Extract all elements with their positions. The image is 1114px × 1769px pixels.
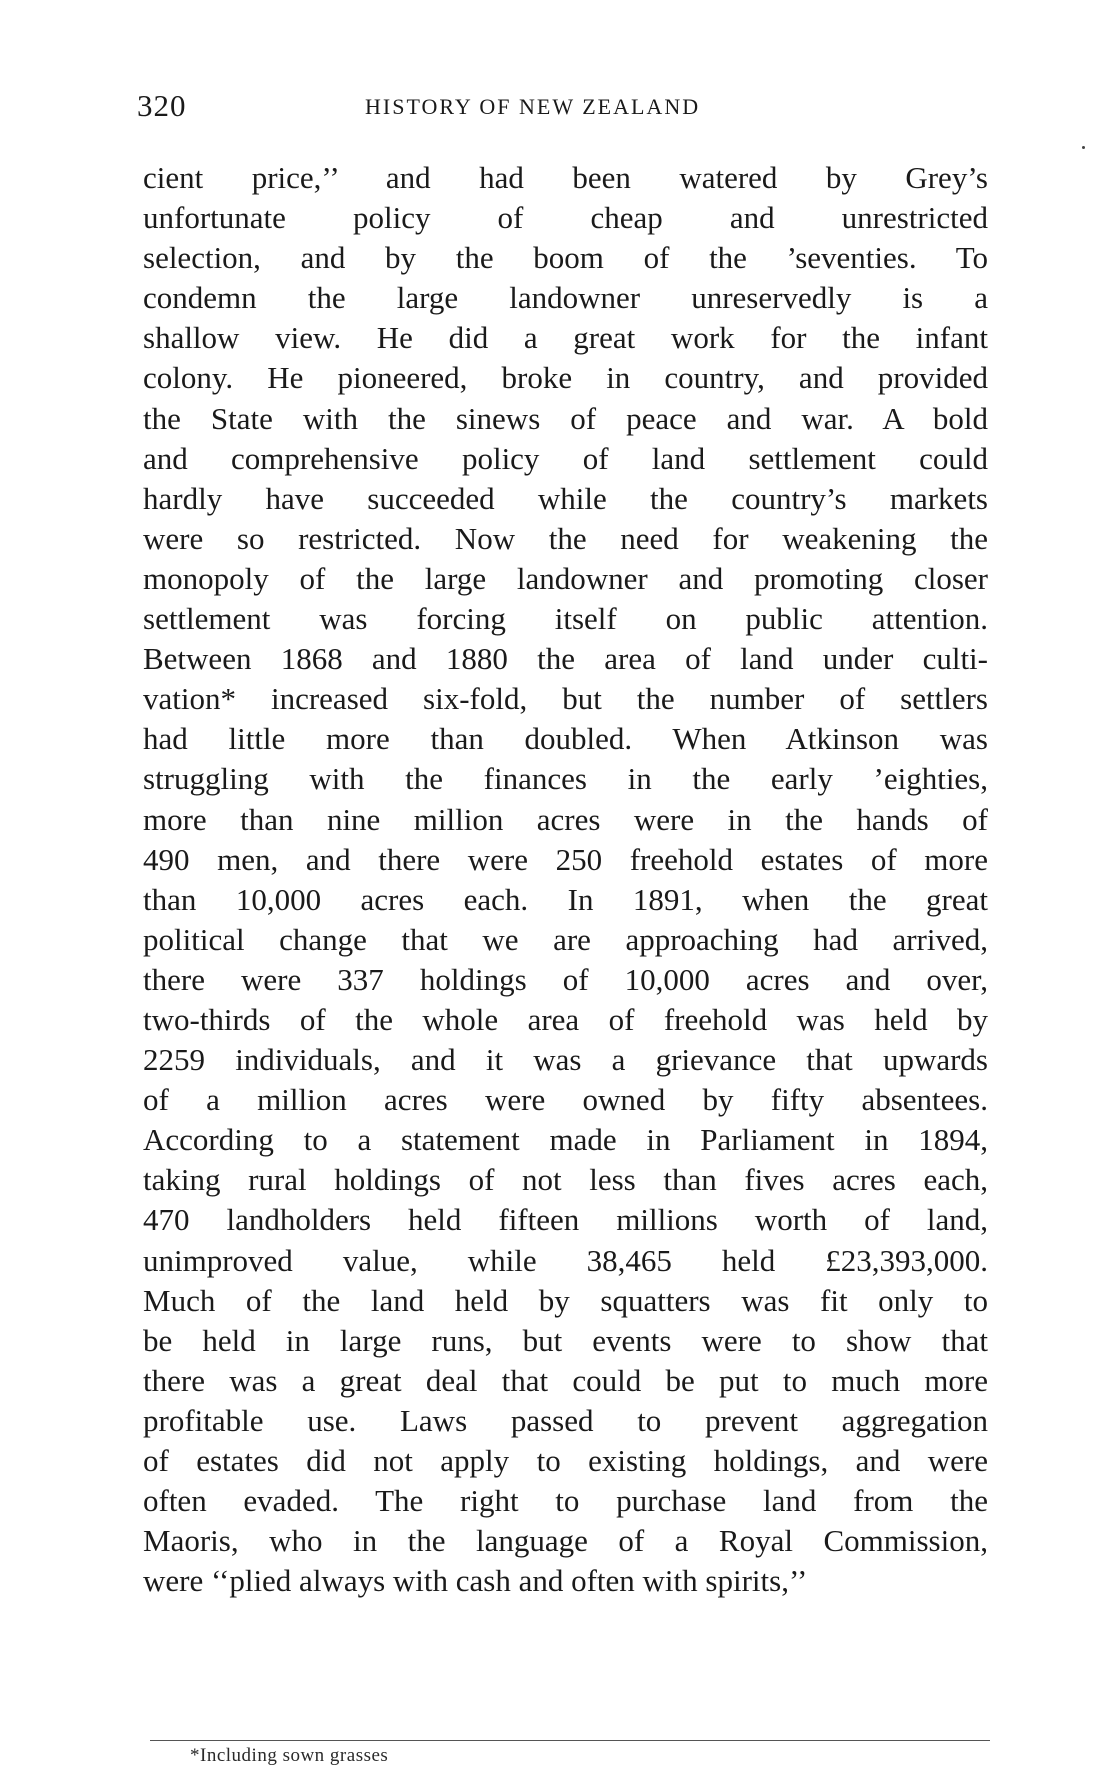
footnote-rule <box>150 1740 990 1741</box>
footnote: *Including sown grasses <box>190 1745 389 1766</box>
text-line: 470 landholders held fifteen millions worth of land, <box>143 1202 988 1238</box>
text-line: Much of the land held by squatters was fit only to <box>143 1282 988 1318</box>
print-speck <box>1082 146 1085 149</box>
text-line: Between 1868 and 1880 the area of land under culti- <box>143 641 988 677</box>
text-line: more than nine million acres were in the hands of <box>143 801 988 837</box>
text-line: 490 men, and there were 250 freehold estates of more <box>143 841 988 877</box>
page-number: 320 <box>137 88 187 123</box>
text-line: vation* increased six-fold, but the number of settlers <box>143 681 988 717</box>
text-line: struggling with the finances in the early ’eighties, <box>143 761 988 797</box>
text-line: there were 337 holdings of 10,000 acres and over, <box>143 961 988 997</box>
text-line: be held in large runs, but events were to show that <box>143 1322 988 1358</box>
text-line: monopoly of the large landowner and promoting closer <box>143 560 988 596</box>
text-line: were so restricted. Now the need for weakening the <box>143 520 988 556</box>
text-line: the State with the sinews of peace and war. A bold <box>143 400 988 436</box>
text-line: there was a great deal that could be put to much more <box>143 1362 988 1398</box>
text-line: According to a statement made in Parliament in 1894, <box>143 1122 988 1158</box>
text-line: selection, and by the boom of the ’seventies. To <box>143 240 988 276</box>
text-line: often evaded. The right to purchase land from the <box>143 1483 988 1519</box>
text-line: political change that we are approaching had arrived, <box>143 921 988 957</box>
text-line: profitable use. Laws passed to prevent aggregation <box>143 1402 988 1438</box>
text-line: 2259 individuals, and it was a grievance that upwards <box>143 1042 988 1078</box>
text-line: cient price,’’ and had been watered by Grey’s <box>143 160 988 195</box>
running-title: HISTORY OF NEW ZEALAND <box>365 94 701 119</box>
text-line: unfortunate policy of cheap and unrestricted <box>143 200 988 236</box>
text-line: two-thirds of the whole area of freehold was held by <box>143 1001 988 1037</box>
text-line: and comprehensive policy of land settlement could <box>143 440 988 476</box>
running-head <box>137 88 997 128</box>
text-line: than 10,000 acres each. In 1891, when the great <box>143 881 988 917</box>
text-line: taking rural holdings of not less than fives acres each, <box>143 1162 988 1198</box>
text-line: hardly have succeeded while the country’s markets <box>143 480 988 516</box>
text-line: unimproved value, while 38,465 held £23,393,000. <box>143 1242 988 1278</box>
text-line: Maoris, who in the language of a Royal Commission, <box>143 1523 988 1559</box>
text-line: colony. He pioneered, broke in country, and provided <box>143 360 988 396</box>
text-line: settlement was forcing itself on public attention. <box>143 601 988 637</box>
text-line: of a million acres were owned by fifty absentees. <box>143 1082 988 1118</box>
text-line: shallow view. He did a great work for the infant <box>143 320 988 356</box>
text-line: had little more than doubled. When Atkinson was <box>143 721 988 757</box>
text-line: were ‘‘plied always with cash and often with spirits,’’ <box>143 1563 808 1599</box>
text-line: of estates did not apply to existing holdings, and were <box>143 1443 988 1478</box>
body-text <box>143 158 988 1601</box>
text-line: condemn the large landowner unreservedly is a <box>143 280 988 316</box>
